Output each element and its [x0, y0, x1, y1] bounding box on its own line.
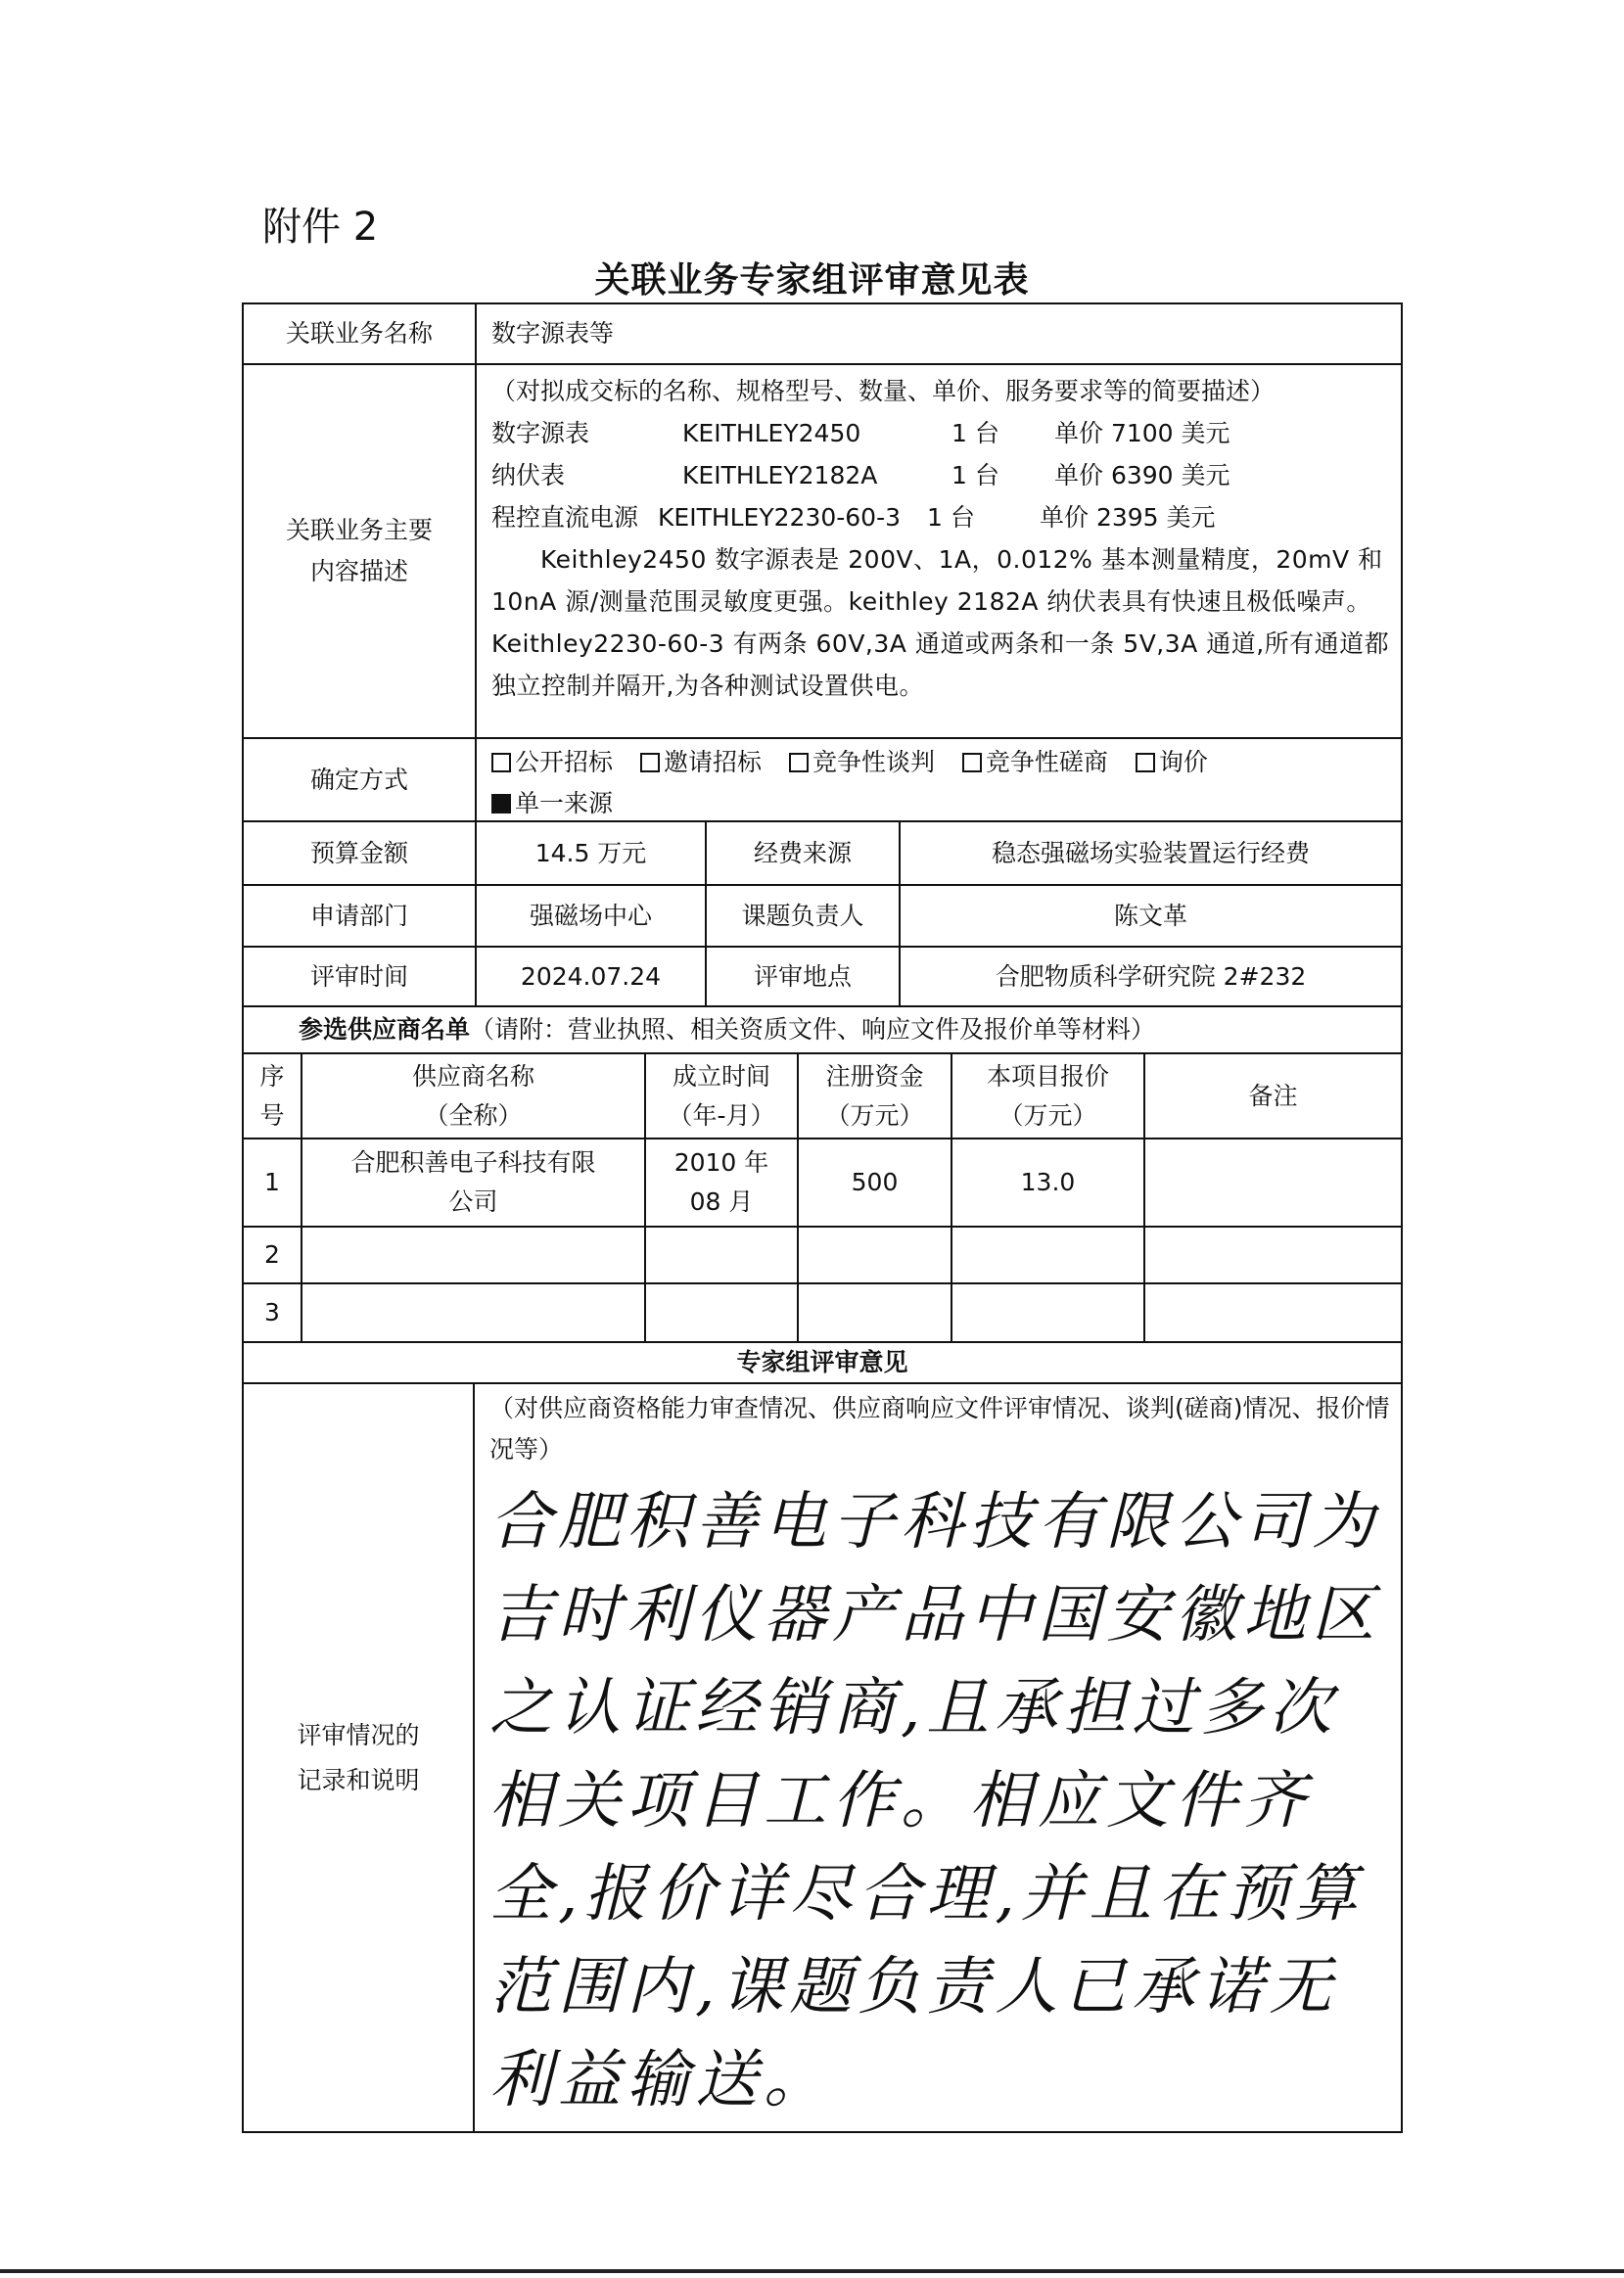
option-label: 公开招标 [515, 748, 614, 776]
option-label: 竞争性磋商 [985, 748, 1108, 776]
option-label: 单一来源 [515, 789, 614, 817]
item-model: KEITHLEY2182A [682, 461, 878, 489]
item-name: 程控直流电源 [491, 503, 639, 532]
row-founded [646, 1228, 797, 1282]
item-row [491, 412, 1392, 454]
checkbox-icon [491, 753, 511, 772]
checkbox-checked-icon [491, 794, 511, 814]
row-no: 3 [264, 1298, 280, 1326]
item-qty: 1 台 [951, 461, 999, 489]
fund-source-label: 经费来源 [753, 838, 852, 867]
row-remark [1145, 1228, 1401, 1282]
suppliers-heading [299, 1007, 1395, 1052]
method-option-consultation[interactable] [962, 748, 1108, 776]
review-time-label: 评审时间 [309, 961, 408, 991]
col-capital-text: 注册资金 [825, 1061, 924, 1091]
method-option-inquiry[interactable] [1136, 748, 1208, 776]
method-label: 确定方式 [309, 765, 408, 794]
item-name: 纳伏表 [491, 461, 566, 489]
opinion-label [244, 1384, 473, 2131]
row-capital [799, 1284, 951, 1341]
opinion-label-line1: 评审情况的 [297, 1720, 420, 1749]
opinion-label-line2: 记录和说明 [297, 1765, 420, 1794]
option-label: 竞争性谈判 [812, 748, 935, 776]
fund-source-value: 稳态强磁场实验装置运行经费 [991, 838, 1310, 867]
row-no: 2 [264, 1240, 280, 1269]
row-founded [646, 1284, 797, 1341]
row-supplier-name [302, 1139, 644, 1226]
review-time-value: 2024.07.24 [520, 961, 662, 991]
suppliers-heading-note: （请附：营业执照、相关资质文件、响应文件及报价单等材料） [470, 1015, 1156, 1044]
row-no: 1 [264, 1168, 280, 1196]
founded-line1: 2010 年 [673, 1148, 769, 1177]
item-name: 数字源表 [491, 419, 590, 447]
business-desc [491, 370, 1392, 707]
business-name-value: 数字源表等 [491, 319, 615, 348]
row-capital: 500 [851, 1168, 899, 1196]
business-name-label: 关联业务名称 [285, 319, 433, 348]
business-desc-label [244, 365, 475, 737]
project-lead-value: 陈文革 [1113, 901, 1187, 930]
scan-edge-line [0, 2269, 1624, 2273]
handwritten-opinion: 合肥积善电子科技有限公司为吉时利仪器产品中国安徽地区之认证经销商,且承担过多次相关项目工作。相应文件齐全,报价详尽合理,并且在预算范围内,课题负责人已承诺无利益输送。 [489, 1486, 1380, 2116]
item-qty: 1 台 [951, 419, 999, 447]
method-options [491, 742, 1392, 824]
col-name-sub: （全称） [424, 1100, 523, 1130]
option-label: 邀请招标 [663, 748, 762, 776]
project-lead-label: 课题负责人 [741, 901, 864, 930]
dept-label: 申请部门 [309, 901, 408, 930]
col-name-text: 供应商名称 [411, 1061, 534, 1091]
business-desc-intro: （对拟成交标的名称、规格型号、数量、单价、服务要求等的简要描述） [491, 377, 1276, 405]
method-option-invite[interactable] [640, 748, 762, 776]
review-place-label: 评审地点 [753, 961, 852, 991]
option-label: 询价 [1158, 748, 1208, 776]
supplier-name-line1: 合肥积善电子科技有限 [350, 1148, 596, 1177]
row-quote [952, 1228, 1143, 1282]
col-quote-sub: （万元） [998, 1100, 1097, 1130]
method-option-single-source[interactable] [491, 789, 613, 817]
row-remark [1145, 1139, 1401, 1226]
row-supplier-name [302, 1228, 644, 1282]
col-capital-header [799, 1054, 951, 1138]
opinion-intro: （对供应商资格能力审查情况、供应商响应文件评审情况、谈判(磋商)情况、报价情况等） [489, 1394, 1390, 1464]
row-capital [799, 1228, 951, 1282]
item-row [491, 454, 1392, 496]
col-no-header [244, 1054, 301, 1138]
attachment-label: 附件 2 [262, 205, 379, 250]
item-model: KEITHLEY2450 [682, 419, 861, 447]
item-model: KEITHLEY2230-60-3 [658, 503, 902, 532]
business-desc-label-text: 关联业务主要内容描述 [286, 516, 434, 585]
item-price: 单价 6390 美元 [1054, 461, 1230, 489]
business-desc-paragraph: Keithley2450 数字源表是 200V、1A，0.012% 基本测量精度，20mV 和 10nA 源/测量范围灵敏度更强。keithley 2182A 纳伏表具有快速且极低噪声。Keithley2230-60-3 有两条 60V,3A 通道或两条和一条 5V,3A 通道,所有通道都独立控制并隔开,为各种测试设置供电。 [491, 545, 1390, 700]
col-no-text: 序号 [259, 1061, 285, 1130]
col-capital-sub: （万元） [825, 1100, 924, 1130]
checkbox-icon [962, 753, 982, 772]
item-price: 单价 7100 美元 [1054, 419, 1230, 447]
row-founded [646, 1139, 797, 1226]
checkbox-icon [789, 753, 809, 772]
item-price: 单价 2395 美元 [1040, 503, 1216, 532]
col-quote-text: 本项目报价 [986, 1061, 1109, 1091]
col-founded-sub: （年-月） [668, 1100, 775, 1130]
supplier-name-line2: 公司 [448, 1187, 498, 1216]
method-option-negotiation[interactable] [789, 748, 935, 776]
col-founded-header [646, 1054, 797, 1138]
row-quote [952, 1284, 1143, 1341]
row-remark [1145, 1284, 1401, 1341]
col-quote-header [952, 1054, 1143, 1138]
checkbox-icon [640, 753, 660, 772]
opinion-heading: 专家组评审意见 [736, 1348, 908, 1376]
checkbox-icon [1136, 753, 1155, 772]
founded-line2: 08 月 [689, 1187, 754, 1216]
review-place-value: 合肥物质科学研究院 2#232 [995, 961, 1307, 991]
col-remark-header: 备注 [1248, 1081, 1298, 1110]
row-quote: 13.0 [1020, 1168, 1076, 1196]
item-qty: 1 台 [927, 503, 975, 532]
col-founded-text: 成立时间 [672, 1061, 770, 1091]
item-row [491, 496, 1392, 538]
form-title: 关联业务专家组评审意见表 [594, 260, 1030, 301]
method-option-public[interactable] [491, 748, 613, 776]
row-supplier-name [302, 1284, 644, 1341]
col-name-header [302, 1054, 644, 1138]
dept-value: 强磁场中心 [529, 901, 652, 930]
budget-label: 预算金额 [309, 838, 408, 867]
suppliers-heading-title: 参选供应商名单 [299, 1015, 471, 1044]
budget-value: 14.5 万元 [534, 838, 647, 867]
